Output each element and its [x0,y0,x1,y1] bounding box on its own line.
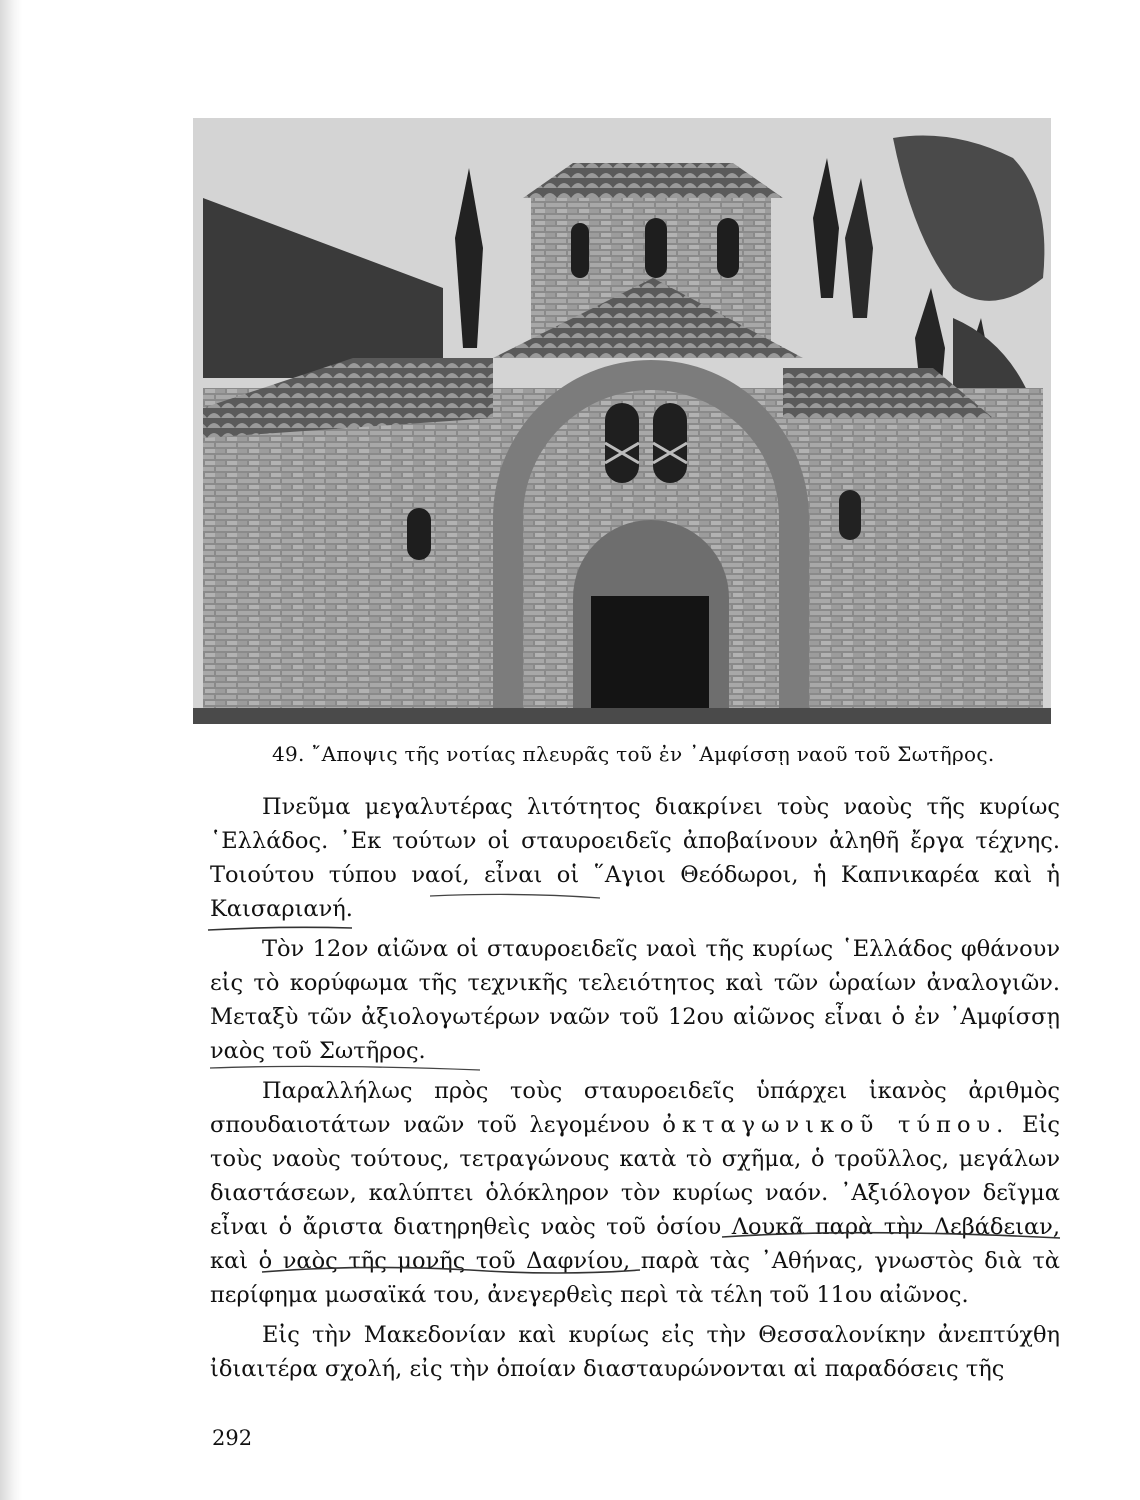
paragraph-3-spaced-term: ὀκταγωνικοῦ τύπου. [662,1112,1010,1138]
paragraph-4: Εἰς τὴν Μακεδονίαν καὶ κυρίως εἰς τὴν Θεσσαλονίκην ἀνεπτύχθη ἰδιαιτέρα σχολή, εἰς τὴν ὁποίαν διασταυρώνονται αἱ παραδόσεις τῆς [210,1322,1060,1382]
figure-caption: 49. ῎Αποψις τῆς νοτίας πλευρᾶς τοῦ ἐν ᾿Αμφίσσῃ ναοῦ τοῦ Σωτῆρος. [272,742,995,766]
paragraph-3 [210,1074,1060,1312]
body-text [210,790,1060,1386]
church-photograph [193,118,1051,724]
page-edge-shadow [0,0,22,1500]
paragraph-3-after: Εἰς τοὺς ναοὺς τούτους, τετραγώνους κατὰ τὸ σχῆμα, ὁ τροῦλλος, μεγάλων διαστάσεων, καλύπτει ὁλόκληρον τὸν κυρίως ναόν. ᾿Αξιόλογον δεῖγμα εἶναι ὁ ἄριστα διατηρηθεὶς ναὸς τοῦ ὁσίου Λουκᾶ παρὰ τὴν Λεβάδειαν, καὶ ὁ ναὸς τῆς μονῆς τοῦ Δαφνίου, παρὰ τὰς ᾿Αθήνας, γνωστὸς διὰ τὰ περίφημα μωσαϊκά του, ἀνεγερθεὶς περὶ τὰ τέλη τοῦ 11ου αἰῶνος. [210,1112,1060,1308]
paragraph-2: Τὸν 12ον αἰῶνα οἱ σταυροειδεῖς ναοὶ τῆς κυρίως ῾Ελλάδος φθάνουν εἰς τὸ κορύφωμα τῆς τεχνικῆς τελειότητος καὶ τῶν ὡραίων ἀναλογιῶν. Μεταξὺ τῶν ἀξιολογωτέρων ναῶν τοῦ 12ου αἰῶνος εἶναι ὁ ἐν ᾿Αμφίσσῃ ναὸς τοῦ Σωτῆρος. [210,936,1060,1064]
paragraph-3-before: Παραλλήλως πρὸς τοὺς σταυροειδεῖς ὑπάρχει ἱκανὸς ἀριθμὸς σπουδαιοτάτων ναῶν τοῦ λεγομένου [210,1078,1060,1138]
page-number: 292 [212,1426,253,1450]
paragraph-1: Πνεῦμα μεγαλυτέρας λιτότητος διακρίνει τοὺς ναοὺς τῆς κυρίως ῾Ελλάδος. ᾿Εκ τούτων οἱ σταυροειδεῖς ἀποβαίνουν ἀληθῆ ἔργα τέχνης. Τοιούτου τύπου ναοί, εἶναι οἱ ῞Αγιοι Θεόδωροι, ἡ Καπνικαρέα καὶ ἡ Καισαριανή. [210,794,1060,922]
